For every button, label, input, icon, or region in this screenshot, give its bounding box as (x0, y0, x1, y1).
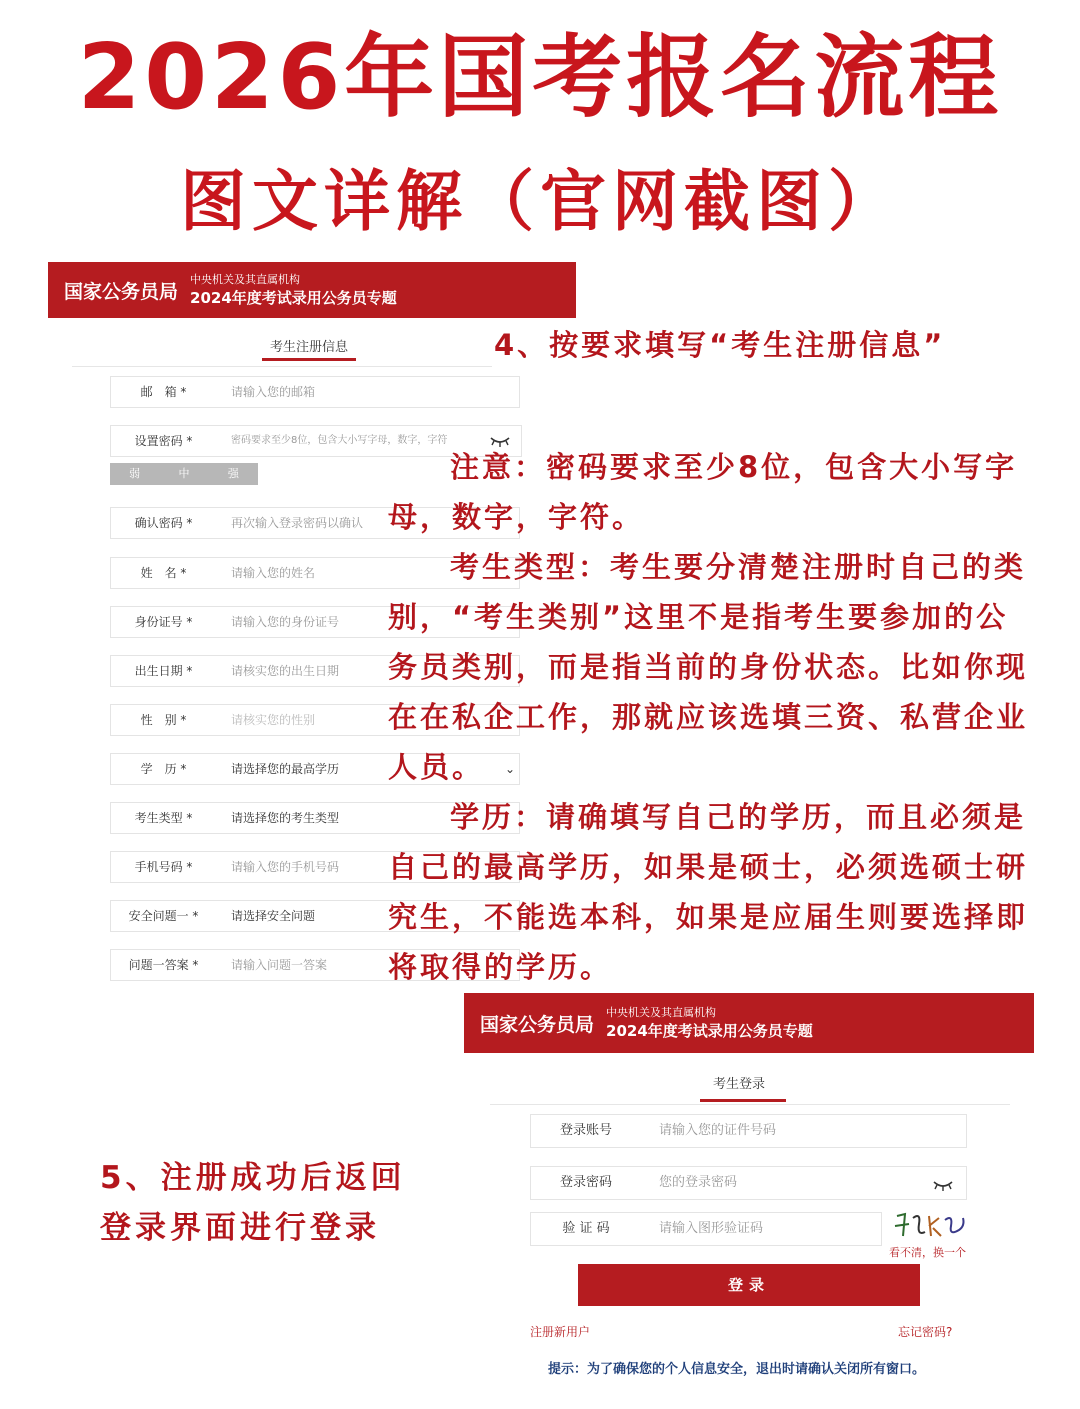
tab-login[interactable]: 考生登录 (713, 1077, 766, 1092)
note-line-6: 在在私企工作，那就应该选填三资、私营企业 (388, 700, 1029, 734)
captcha-image[interactable] (893, 1208, 969, 1242)
banner-org-name: 国家公务员局 (64, 280, 179, 303)
banner-org-name: 国家公务员局 (480, 1013, 595, 1036)
tab-active-indicator (262, 358, 356, 361)
gender-input[interactable]: 请核实您的性别 (231, 713, 316, 727)
password-strength-meter (110, 463, 258, 485)
register-link[interactable]: 注册新用户 (530, 1325, 591, 1339)
confirm-password-input[interactable]: 再次输入登录密码以确认 (231, 516, 364, 530)
login-password-field[interactable] (530, 1166, 967, 1200)
toggle-password-visibility-icon[interactable] (932, 1178, 954, 1192)
phone-input[interactable]: 请输入您的手机号码 (231, 860, 340, 874)
banner-top-text: 中央机关及其直属机构 (606, 1005, 717, 1019)
tab-register-info[interactable]: 考生注册信息 (270, 340, 349, 355)
page-title: 2026年国考报名流程 (77, 25, 1003, 130)
step5-line-1: 5、注册成功后返回 (100, 1160, 406, 1196)
note-line-11: 将取得的学历。 (388, 950, 613, 984)
banner-top-text: 中央机关及其直属机构 (190, 272, 301, 286)
id-number-input[interactable]: 请输入您的身份证号 (231, 615, 340, 629)
birth-date-label: 出生日期 * (134, 664, 193, 678)
security-question-label: 安全问题一 * (128, 909, 199, 923)
birth-date-input[interactable]: 请核实您的出生日期 (231, 664, 340, 678)
account-input[interactable]: 请输入您的证件号码 (659, 1123, 777, 1138)
banner-bottom-text: 2024年度考试录用公务员专题 (606, 1021, 813, 1040)
strength-medium: 中 (178, 467, 190, 480)
note-line-8: 学历：请确填写自己的学历，而且必须是 (450, 800, 1027, 834)
education-label: 学 历 * (140, 762, 187, 776)
note-line-7: 人员。 (388, 750, 485, 784)
page-subtitle: 图文详解（官网截图） (180, 163, 900, 240)
password-label: 设置密码 * (134, 434, 193, 448)
login-password-label: 登录密码 (559, 1175, 612, 1190)
security-hint: 提示：为了确保您的个人信息安全，退出时请确认关闭所有窗口。 (548, 1362, 926, 1377)
confirm-password-label: 确认密码 * (134, 516, 193, 530)
id-number-label: 身份证号 * (134, 615, 193, 629)
register-site-banner (48, 262, 576, 318)
login-password-input[interactable]: 您的登录密码 (659, 1175, 738, 1190)
note-line-1: 注意：密码要求至少8位，包含大小写字 (450, 450, 1018, 484)
security-answer-input[interactable]: 请输入问题一答案 (231, 958, 328, 972)
login-button[interactable]: 登录 (578, 1264, 920, 1306)
name-label: 姓 名 * (140, 566, 187, 580)
captcha-refresh-link[interactable]: 看不清，换一个 (889, 1246, 966, 1259)
email-field[interactable] (110, 376, 520, 408)
chevron-down-icon[interactable]: ⌄ (504, 762, 515, 776)
account-field[interactable] (530, 1114, 967, 1148)
login-site-banner (464, 993, 1034, 1053)
captcha-input[interactable]: 请输入图形验证码 (659, 1221, 764, 1236)
note-line-10: 究生，不能选本科，如果是应届生则要选择即 (388, 900, 1029, 934)
gender-label: 性 别 * (140, 713, 187, 727)
candidate-type-label: 考生类型 * (134, 811, 193, 825)
note-line-2: 母，数字，字符。 (388, 500, 645, 534)
account-label: 登录账号 (559, 1123, 612, 1138)
note-line-9: 自己的最高学历，如果是硕士，必须选硕士研 (388, 850, 1029, 884)
email-input[interactable]: 请输入您的邮箱 (231, 385, 316, 399)
strength-strong: 强 (227, 467, 239, 480)
tab-divider (490, 1104, 1010, 1105)
tab-active-indicator (700, 1099, 786, 1102)
email-label: 邮 箱 * (140, 385, 187, 399)
education-selected-value[interactable]: 请选择您的最高学历 (231, 762, 340, 776)
banner-bottom-text: 2024年度考试录用公务员专题 (190, 288, 397, 307)
candidate-type-selected-value[interactable]: 请选择您的考生类型 (231, 811, 340, 825)
note-line-4: 别，“考生类别”这里不是指考生要参加的公 (388, 600, 1009, 634)
note-line-3: 考生类型：考生要分清楚注册时自己的类 (450, 550, 1027, 584)
strength-weak: 弱 (129, 467, 141, 480)
name-input[interactable]: 请输入您的姓名 (231, 566, 316, 580)
note-line-5: 务员类别，而是指当前的身份状态。比如你现 (388, 650, 1029, 684)
password-input[interactable]: 密码要求至少8位，包含大小写字母，数字，字符 (231, 435, 448, 446)
captcha-field[interactable] (530, 1212, 882, 1246)
security-answer-label: 问题一答案 * (128, 958, 199, 972)
forgot-password-link[interactable]: 忘记密码? (898, 1325, 953, 1339)
step4-heading: 4、按要求填写“考生注册信息” (494, 328, 946, 362)
phone-label: 手机号码 * (134, 860, 193, 874)
step5-line-2: 登录界面进行登录 (100, 1210, 380, 1246)
tab-divider (72, 366, 492, 367)
captcha-label: 验 证 码 (562, 1221, 610, 1236)
security-question-selected-value[interactable]: 请选择安全问题 (231, 909, 316, 923)
